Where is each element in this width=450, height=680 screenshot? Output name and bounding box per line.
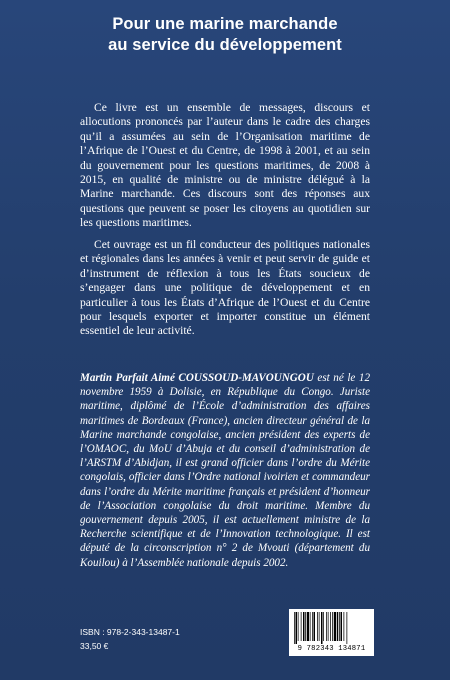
title-line-1: Pour une marine marchande — [112, 15, 338, 33]
barcode — [289, 609, 374, 656]
isbn-label: ISBN : 978-2-343-13487-1 — [80, 627, 180, 637]
author-biography — [80, 371, 370, 570]
title-line-2: au service du développement — [108, 36, 342, 54]
summary-paragraph-1: Ce livre est un ensemble de messages, discours et allocutions prononcés par l’auteur dans le cadre des charges qu’il a assumées au sein de l’Organisation maritime de l’Afrique de l’Ouest et du Centre, de 1998 à 2001, et au sein du gouvernement pour les questions maritimes, de 2008 à 2015, en qualité de ministre ou de ministre délégué à la Marine marchande. Ces discours sont des réponses aux questions que peuvent se poser les citoyens au quotidien sur les questions maritimes. — [80, 101, 370, 230]
author-name: Martin Parfait Aimé COUSSOUD-MAVOUNGOU — [80, 372, 314, 384]
price-label: 33,50 € — [80, 641, 109, 651]
book-title — [0, 14, 450, 56]
barcode-bars — [293, 612, 370, 644]
barcode-digits: 9 782343 134871 — [297, 645, 366, 653]
summary-paragraph-2: Cet ouvrage est un fil conducteur des politiques nationales et régionales dans les années à venir et peut servir de guide et d’instrument de réflexion à tous les États soucieux de s’engager dans une politique de développement et en particulier à tous les États d’Afrique de l’Ouest et du Centre pour lesquels exporter et importer constitue un élément essentiel de leur activité. — [80, 238, 370, 338]
author-bio-text: est né le 12 novembre 1959 à Dolisie, en République du Congo. Juriste maritime, diplômé de l’École d’administration des affaires maritimes de Bordeaux (France), ancien directeur général de la Marine marchande congolaise, ancien président des experts de l’OMAOC, du MoU d’Abuja et du conseil d’administration de l’ARSTM d’Abidjan, il est grand officier dans l’ordre du Mérite congolais, officier dans l’Ordre national ivoirien et commandeur dans l’ordre du Mérite maritime français et président d’honneur de l’Association congolaise du droit maritime. Membre du gouvernement depuis 2005, il est actuellement ministre de la Recherche scientifique et de l’Innovation technologique. Il est député de la circonscription n° 2 de Mvouti (département du Kouilou) à l’Assemblée nationale depuis 2002. — [80, 372, 371, 569]
